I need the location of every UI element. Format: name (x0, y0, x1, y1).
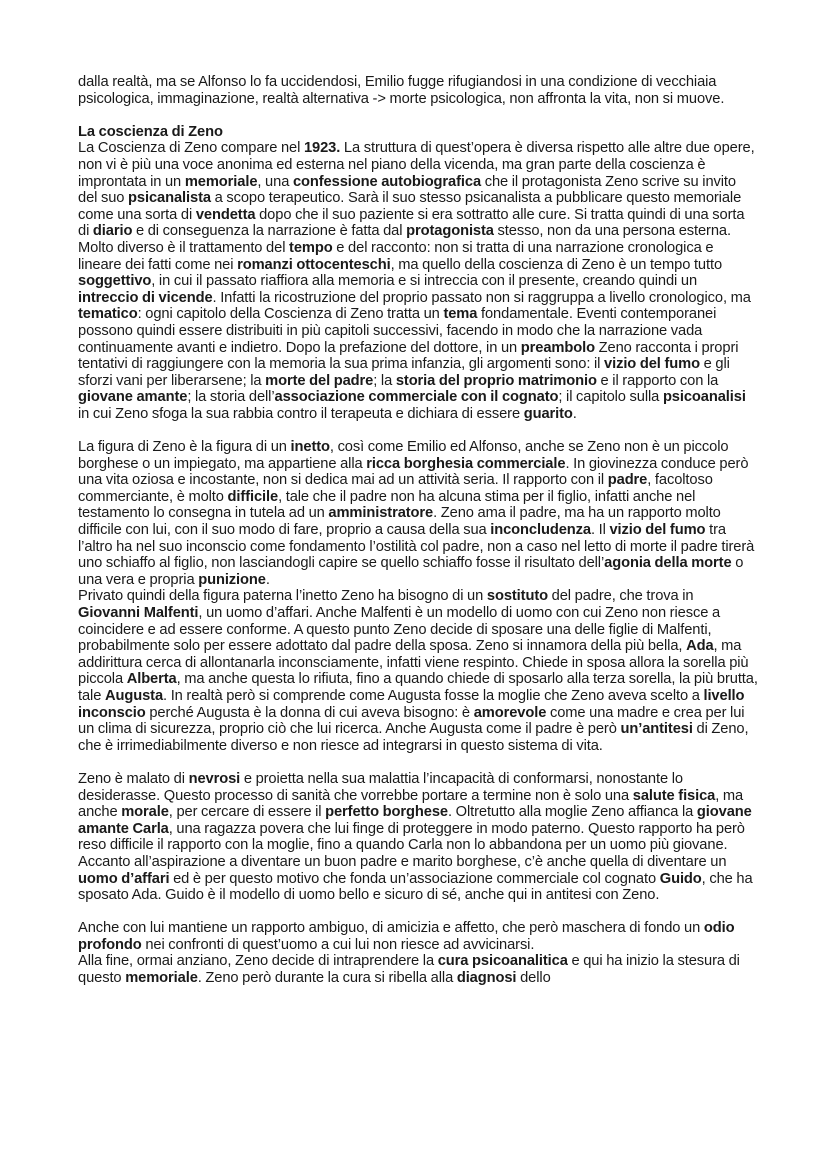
bold-term: giovane amante Carla (78, 804, 752, 837)
bold-term: Guido (659, 870, 702, 887)
text-run: , per cercare di essere il (168, 804, 326, 821)
bold-term: guarito (523, 405, 573, 422)
bold-term: nevrosi (188, 770, 241, 787)
bold-term: salute fisica (632, 787, 716, 804)
text-run: . Il (590, 522, 610, 539)
text-run: La figura di Zeno è la figura di un (78, 439, 291, 456)
bold-term: psicanalista (128, 190, 211, 207)
bold-term: tempo (289, 239, 333, 256)
bold-term: tematico (78, 306, 138, 323)
text-run: , ma anche (78, 787, 744, 821)
bold-term: associazione commerciale con il cognato (274, 389, 559, 406)
text-run: ; il capitolo sulla (558, 389, 663, 406)
paragraph-inetto (78, 439, 758, 588)
bold-term: storia del proprio matrimonio (395, 372, 597, 389)
text-run: e del racconto: non si tratta di una narrazione cronologica e lineare dei fatti come nei (78, 239, 714, 273)
text-run: perché Augusta è la donna di cui aveva bisogno: è (145, 704, 474, 721)
text-run: , tale che il padre non ha alcuna stima per il figlio, infatti anche nel testamento lo consegna in tutela ad un (78, 488, 696, 522)
text-run: fondamentale. Eventi contemporanei possono quindi essere distribuiti in più capitoli successivi, facendo in modo che la narrazione vada continuamente avanti e indietro. Dopo la prefazione del dottore, in un (78, 306, 717, 356)
text-run: , una ragazza povera che lui finge di proteggere in modo paterno. Questo rapporto ha però reso difficile il rapporto con la moglie, fino a quando Carla non lo abbandona per un uomo più giovane. Accanto all’aspirazione a diventare un buon padre e marito borghese, c’è anche quella di diventare un (78, 820, 745, 870)
bold-term: confessione autobiografica (292, 173, 482, 190)
text-run: , facoltoso commerciante, è molto (78, 472, 713, 505)
text-run: ; la storia dell’ (187, 389, 275, 406)
text-run: stesso, non da una persona esterna. (493, 223, 731, 240)
text-run: Privato quindi della figura paterna l’inetto Zeno ha bisogno di un (78, 588, 487, 605)
bold-term: morte del padre (265, 372, 374, 389)
text-run: del padre, che trova in (547, 588, 694, 605)
text-run: . In giovinezza conduce però una vita oziosa e incostante, non si dedica mai ad un attività seria. Il rapporto con il (78, 455, 749, 489)
text-run: ed è per questo motivo che fonda un’associazione commerciale col cognato (169, 870, 660, 887)
text-run: che il protagonista Zeno scrive su invito del suo (78, 173, 736, 207)
bold-term: giovane amante (78, 389, 188, 406)
text-run: in cui Zeno sfoga la sua rabbia contro il terapeuta e dichiara di essere (78, 405, 524, 422)
text-run: e proietta nella sua malattia l’incapacità di conformarsi, nonostante lo desiderasse. Questo processo di sanità che vorrebbe portare a termine non è solo una (78, 770, 683, 804)
bold-term: inetto (290, 439, 330, 456)
text-run: . Zeno però durante la cura si ribella alla (197, 970, 457, 987)
text-run: a scopo terapeutico. Sarà il suo stesso psicanalista a pubblicare questo memoriale come una sorta di (78, 190, 742, 223)
bold-term: punizione (198, 571, 266, 588)
text-run: La Coscienza di Zeno compare nel (78, 140, 304, 157)
bold-term: agonia della morte (604, 555, 732, 572)
text-run: , in cui il passato riaffiora alla memoria e si intreccia con il presente, creando quindi un (151, 273, 698, 290)
paragraph-gap (78, 754, 758, 771)
paragraph-gap (78, 422, 758, 439)
bold-term: un’antitesi (620, 721, 693, 738)
bold-term: Ada (686, 638, 714, 655)
text-run: dello (516, 970, 551, 987)
paragraph-intro-continuation (78, 74, 758, 107)
text-run: . Infatti la ricostruzione del proprio passato non si raggruppa a livello cronologico, ma (212, 289, 751, 306)
text-run: di Zeno, che è irrimediabilmente diverso e non riesce ad integrarsi in questo sistema di vita. (78, 721, 749, 754)
text-run: ; la (373, 372, 396, 389)
bold-term: sostituto (486, 588, 548, 605)
text-run: , così come Emilio ed Alfonso, anche se Zeno non è un piccolo borghese o un impiegato, ma appartiene alla (78, 439, 729, 472)
text-run: , una (257, 173, 293, 190)
text-run: , ma anche questa lo rifiuta, fino a quando chiede di sposarlo alla terza sorella, la più brutta, tale (78, 671, 758, 704)
paragraph-gap (78, 107, 758, 124)
text-run: . (572, 405, 577, 422)
text-run: e il rapporto con la (596, 372, 719, 389)
text-run: , ma addirittura cerca di allontanarla inconsciamente, infatti viene respinto. Chiede in sposa allora la sorella più piccola (78, 638, 749, 688)
paragraph-nevrosi (78, 771, 758, 904)
bold-term: vizio del fumo (604, 356, 700, 373)
text-run: , un uomo d’affari. Anche Malfenti è un modello di uomo con cui Zeno non riesce a coincidere e ad essere conforme. A questo punto Zeno decide di sposare una delle figlie di Malfenti, probabilmente solo per essere adottato dal padre della sposa. Zeno si innamora della più bella, (78, 605, 721, 655)
bold-term: psicoanalisi (662, 389, 746, 406)
bold-term: memoriale (184, 173, 258, 190)
text-run: , ma quello della coscienza di Zeno è un tempo tutto (390, 256, 723, 273)
bold-term: perfetto borghese (325, 804, 448, 821)
bold-term: Alberta (126, 671, 177, 688)
paragraph-structure (78, 140, 758, 240)
text-run: Zeno è malato di (78, 770, 189, 787)
text-run: : ogni capitolo della Coscienza di Zeno tratta un (137, 306, 444, 323)
text-run: Zeno racconta i propri tentativi di raggiungere con la memoria la sua prima infanzia, gli argomenti sono: il (78, 339, 739, 373)
bold-term: preambolo (520, 339, 595, 356)
text-run: . Oltretutto alla moglie Zeno affianca la (447, 804, 697, 821)
bold-term: inconcludenza (490, 522, 591, 539)
text-run: La struttura di quest’opera è diversa rispetto alle altre due opere, non vi è più una voce anonima ed esterna nel piano della vicenda, ma gran parte della coscienza è improntata in un (78, 140, 755, 190)
bold-term: amorevole (473, 704, 547, 721)
bold-term: protagonista (406, 223, 494, 240)
text-run: e qui ha inizio la stesura di questo (78, 953, 740, 987)
bold-term: ricca borghesia commerciale (366, 455, 566, 472)
bold-term: romanzi ottocenteschi (237, 256, 391, 273)
text-run: dalla realtà, ma se Alfonso lo fa uccidendosi, Emilio fugge rifugiandosi in una condizione di vecchiaia psicologica, immaginazione, realtà alternativa -> morte psicologica, non affronta la vita, non si muove. (78, 74, 725, 107)
section-title (78, 124, 758, 141)
text-run: dopo che il suo paziente si era sottratto alle cure. Si tratta quindi di una sorta di (78, 206, 745, 240)
bold-term: Augusta (104, 687, 164, 704)
text-run: e gli sforzi vani per liberarsene; la (78, 356, 730, 389)
bold-term: tema (443, 306, 478, 323)
bold-term: soggettivo (78, 273, 152, 290)
text-run: . (265, 571, 270, 588)
bold-term: La coscienza di Zeno (78, 123, 223, 140)
bold-term: padre (607, 472, 648, 489)
text-run: nei confronti di quest’uomo a cui lui non riesce ad avvicinarsi. (141, 936, 535, 953)
bold-term: vendetta (195, 206, 256, 223)
bold-term: amministratore (328, 505, 434, 522)
bold-term: 1923. (303, 140, 341, 157)
bold-term: diagnosi (456, 970, 517, 987)
bold-term: morale (121, 804, 169, 821)
bold-term: cura psicoanalitica (437, 953, 568, 970)
bold-term: diario (92, 223, 133, 240)
text-run: Alla fine, ormai anziano, Zeno decide di intraprendere la (78, 953, 438, 970)
document-page (78, 74, 758, 987)
paragraph-guido (78, 920, 758, 953)
text-run: . In realtà però si comprende come Augusta fosse la moglie che Zeno aveva scelto a (163, 687, 704, 704)
bold-term: difficile (227, 488, 279, 505)
bold-term: Giovanni Malfenti (78, 605, 199, 621)
text-run: e di conseguenza la narrazione è fatta dal (132, 223, 407, 240)
paragraph-cura (78, 953, 758, 986)
text-run: o una vera e propria (78, 555, 744, 588)
text-run: come una madre e crea per lui un clima di sicurezza, proprio ciò che lui ricerca. Anche Augusta come il padre è però (78, 704, 745, 738)
bold-term: livello inconscio (78, 687, 745, 721)
bold-term: intreccio di vicende (78, 289, 213, 306)
bold-term: odio profondo (78, 920, 735, 953)
text-run: . Zeno ama il padre, ma ha un rapporto molto difficile con lui, con il suo modo di fare, proprio a causa della sua (78, 505, 721, 539)
paragraph-gap (78, 904, 758, 921)
text-run: tra l’altro ha nel suo inconscio come fondamento l’ostilità col padre, non a caso nel letto di morte il padre tirerà uno schiaffo al figlio, non lasciandogli capire se quello schiaffo fosse il risultato dell’ (78, 522, 755, 572)
paragraph-malfenti (78, 588, 758, 754)
bold-term: vizio del fumo (609, 522, 706, 539)
paragraph-time (78, 240, 758, 423)
text-run: Anche con lui mantiene un rapporto ambiguo, di amicizia e affetto, che però maschera di fondo un (78, 920, 704, 937)
bold-term: uomo d’affari (78, 870, 170, 887)
bold-term: memoriale (125, 970, 198, 987)
text-run: Molto diverso è il trattamento del (78, 239, 290, 256)
text-run: , che ha sposato Ada. Guido è il modello di uomo bello e sicuro di sé, anche qui in antitesi con Zeno. (78, 870, 753, 904)
